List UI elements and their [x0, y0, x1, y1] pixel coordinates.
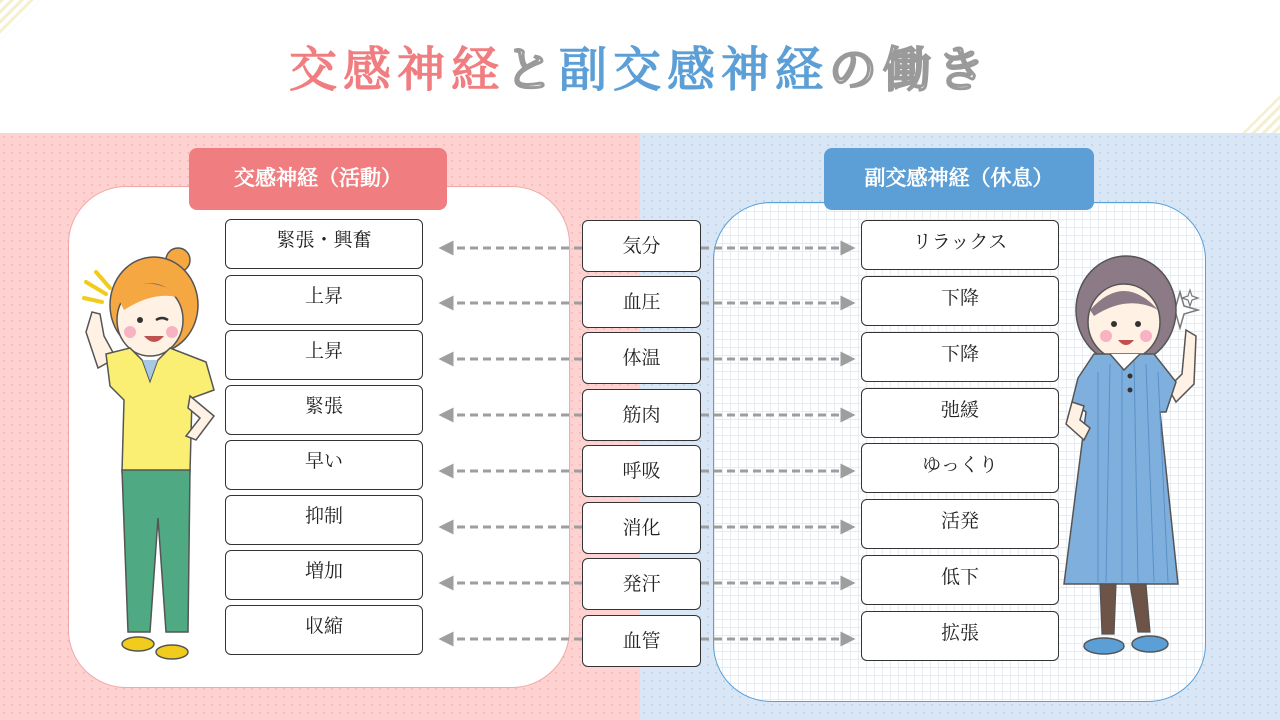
woman-pointing-illustration — [66, 240, 226, 670]
parasympathetic-cell: リラックス — [861, 220, 1059, 270]
parasympathetic-cell: 弛緩 — [861, 388, 1059, 438]
sympathetic-header: 交感神経（活動） — [189, 148, 447, 210]
sympathetic-cell: 緊張 — [225, 385, 423, 435]
function-item: 呼吸 — [582, 445, 701, 497]
function-item: 体温 — [582, 332, 701, 384]
title-sympathetic: 交感神経 — [288, 42, 505, 98]
parasympathetic-cell: ゆっくり — [861, 443, 1059, 493]
function-item: 気分 — [582, 220, 701, 272]
parasympathetic-cell: 下降 — [861, 332, 1059, 382]
title-connector: と — [504, 42, 559, 98]
function-item: 血圧 — [582, 276, 701, 328]
woman-in-dress-illustration — [1058, 252, 1208, 672]
sympathetic-cell: 増加 — [225, 550, 423, 600]
parasympathetic-cell: 下降 — [861, 276, 1059, 326]
function-item: 血管 — [582, 615, 701, 667]
parasympathetic-cell: 拡張 — [861, 611, 1059, 661]
function-item: 消化 — [582, 502, 701, 554]
sympathetic-cell: 収縮 — [225, 605, 423, 655]
sympathetic-cell: 上昇 — [225, 275, 423, 325]
parasympathetic-cell: 活発 — [861, 499, 1059, 549]
sympathetic-cell: 緊張・興奮 — [225, 219, 423, 269]
parasympathetic-cell: 低下 — [861, 555, 1059, 605]
title-parasympathetic: 副交感神経 — [559, 42, 830, 98]
sympathetic-cell: 抑制 — [225, 495, 423, 545]
sympathetic-cell: 早い — [225, 440, 423, 490]
sympathetic-cell: 上昇 — [225, 330, 423, 380]
function-item: 筋肉 — [582, 389, 701, 441]
title-suffix: の働き — [829, 42, 992, 98]
function-item: 発汗 — [582, 558, 701, 610]
parasympathetic-header: 副交感神経（休息） — [824, 148, 1094, 210]
